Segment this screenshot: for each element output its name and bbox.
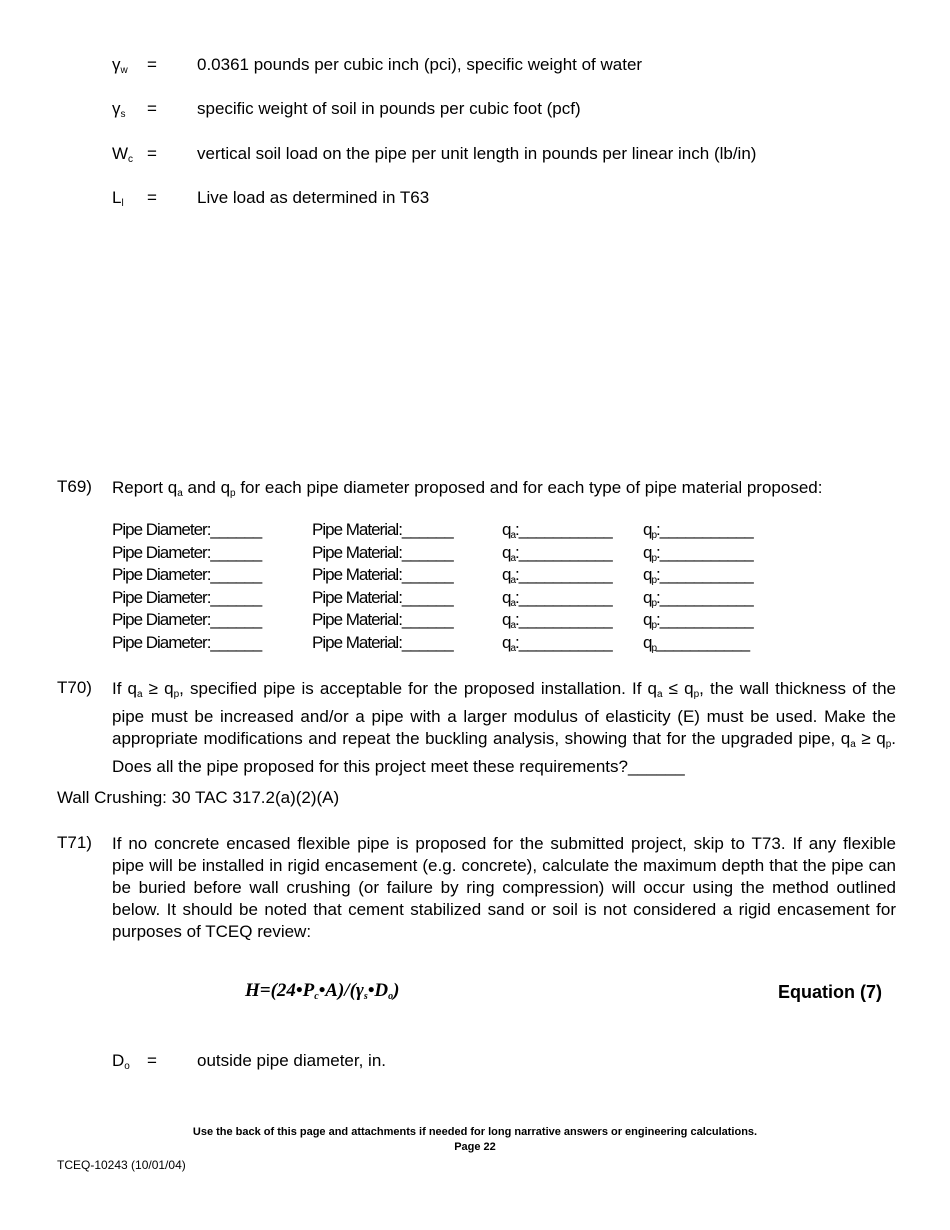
definition-text: specific weight of soil in pounds per cubic foot (pcf) (197, 99, 581, 118)
pipe-material-field[interactable]: Pipe Material:______ (312, 565, 453, 585)
qa-field[interactable]: $q_a:\_\_\_\_\_\_\_\_\_\_\_$ (502, 587, 612, 609)
qa-field[interactable]: $q_a:\_\_\_\_\_\_\_\_\_\_\_$ (502, 610, 612, 632)
definition-text: vertical soil load on the pipe per unit length in pounds per linear inch (lb/in) (197, 144, 757, 163)
qp-field[interactable]: $q_p:\_\_\_\_\_\_\_\_\_\_\_$ (643, 587, 753, 609)
qa-field[interactable]: $q_a:\_\_\_\_\_\_\_\_\_\_\_$ (502, 565, 612, 587)
section-heading-wall-crushing: Wall Crushing: 30 TAC 317.2(a)(2)(A) (57, 788, 340, 807)
form-id: TCEQ-10243 (10/01/04) (57, 1158, 186, 1172)
question-text-t70: If $q_a \ge q_p$, specified pipe is acceptable for the proposed installation. If $q_a \le q_p$, the wall thickness of the pipe must be increased and/or a pipe with a larger modulus of elasticity (E) must be used. Make the appropriate modifications and repeat the buckling analysis, showing that for the upgraded pipe, $q_a \ge q_p$. Does all the pipe proposed for this project meet these requirements?______ (112, 679, 897, 776)
equation-label: Equation (7) (778, 982, 882, 1002)
pipe-material-field[interactable]: Pipe Material:______ (312, 632, 453, 652)
question-text-t71: If no concrete encased flexible pipe is proposed for the submitted project, skip to T73. If any flexible pipe will be installed in rigid encasement (e.g. concrete), calculate the maximum depth that the pipe can be buried before wall crushing (or failure by ring compression) will occur using the method outlined below. It should be noted that cement stabilized sand or soil is not considered a rigid encasement for purposes of TCEQ review: (112, 834, 896, 941)
qp-field[interactable]: $q_p:\_\_\_\_\_\_\_\_\_\_\_$ (643, 520, 753, 541)
equals-sign: = (147, 55, 157, 74)
equals-sign: = (147, 1051, 157, 1070)
symbol: $W_c$ (112, 144, 134, 165)
equals-sign: = (147, 99, 157, 118)
footer-note: Use the back of this page and attachments if needed for long narrative answers or engineering calculations. (192, 1126, 758, 1138)
symbol: $L_l$ (112, 188, 124, 209)
pipe-diameter-field[interactable]: Pipe Diameter:______ (112, 565, 262, 585)
equals-sign: = (147, 144, 157, 163)
pipe-diameter-field[interactable]: Pipe Diameter:______ (112, 610, 262, 630)
pipe-diameter-field[interactable]: Pipe Diameter:______ (112, 587, 262, 607)
definition-text: outside pipe diameter, in. (197, 1051, 387, 1070)
question-number-t69: T69) (57, 477, 92, 496)
pipe-material-field[interactable]: Pipe Material:______ (312, 587, 453, 607)
definition-text: 0.0361 pounds per cubic inch (pci), specific weight of water (197, 55, 643, 74)
qa-field[interactable]: $q_a:\_\_\_\_\_\_\_\_\_\_\_$ (502, 542, 612, 564)
symbol: $D_o$ (112, 1051, 130, 1072)
symbol: $\gamma_s$ (112, 99, 126, 120)
pipe-material-field[interactable]: Pipe Material:______ (312, 610, 453, 630)
pipe-diameter-field[interactable]: Pipe Diameter:______ (112, 520, 262, 539)
qp-field[interactable]: $q_p:\_\_\_\_\_\_\_\_\_\_\_$ (643, 565, 753, 587)
pipe-material-field[interactable]: Pipe Material:______ (312, 542, 453, 562)
pipe-diameter-field[interactable]: Pipe Diameter:______ (112, 632, 262, 652)
qp-field[interactable]: $q_p\_\_\_\_\_\_\_\_\_\_\_$ (643, 632, 750, 654)
question-number-t70: T70) (57, 678, 92, 697)
symbol: $\gamma_w$ (112, 55, 128, 76)
pipe-material-field[interactable]: Pipe Material:______ (312, 520, 453, 539)
qp-field[interactable]: $q_p:\_\_\_\_\_\_\_\_\_\_\_$ (643, 610, 753, 632)
pipe-diameter-field[interactable]: Pipe Diameter:______ (112, 542, 262, 562)
definition-text: Live load as determined in T63 (197, 188, 430, 207)
qp-field[interactable]: $q_p:\_\_\_\_\_\_\_\_\_\_\_$ (643, 542, 753, 564)
equation-7-formula: $H=(24•P_c•A)/(\gamma_s•D_o)$ (245, 980, 400, 1002)
question-text-t69: Report $q_a$ and $q_p$ for each pipe diameter proposed and for each type of pipe material proposed: (112, 478, 823, 499)
qa-field[interactable]: $q_a:\_\_\_\_\_\_\_\_\_\_\_$ (502, 632, 612, 654)
page-number: Page 22 (454, 1141, 496, 1153)
equals-sign: = (147, 188, 157, 207)
qa-field[interactable]: $q_a:\_\_\_\_\_\_\_\_\_\_\_$ (502, 520, 612, 541)
question-number-t71: T71) (57, 833, 92, 852)
